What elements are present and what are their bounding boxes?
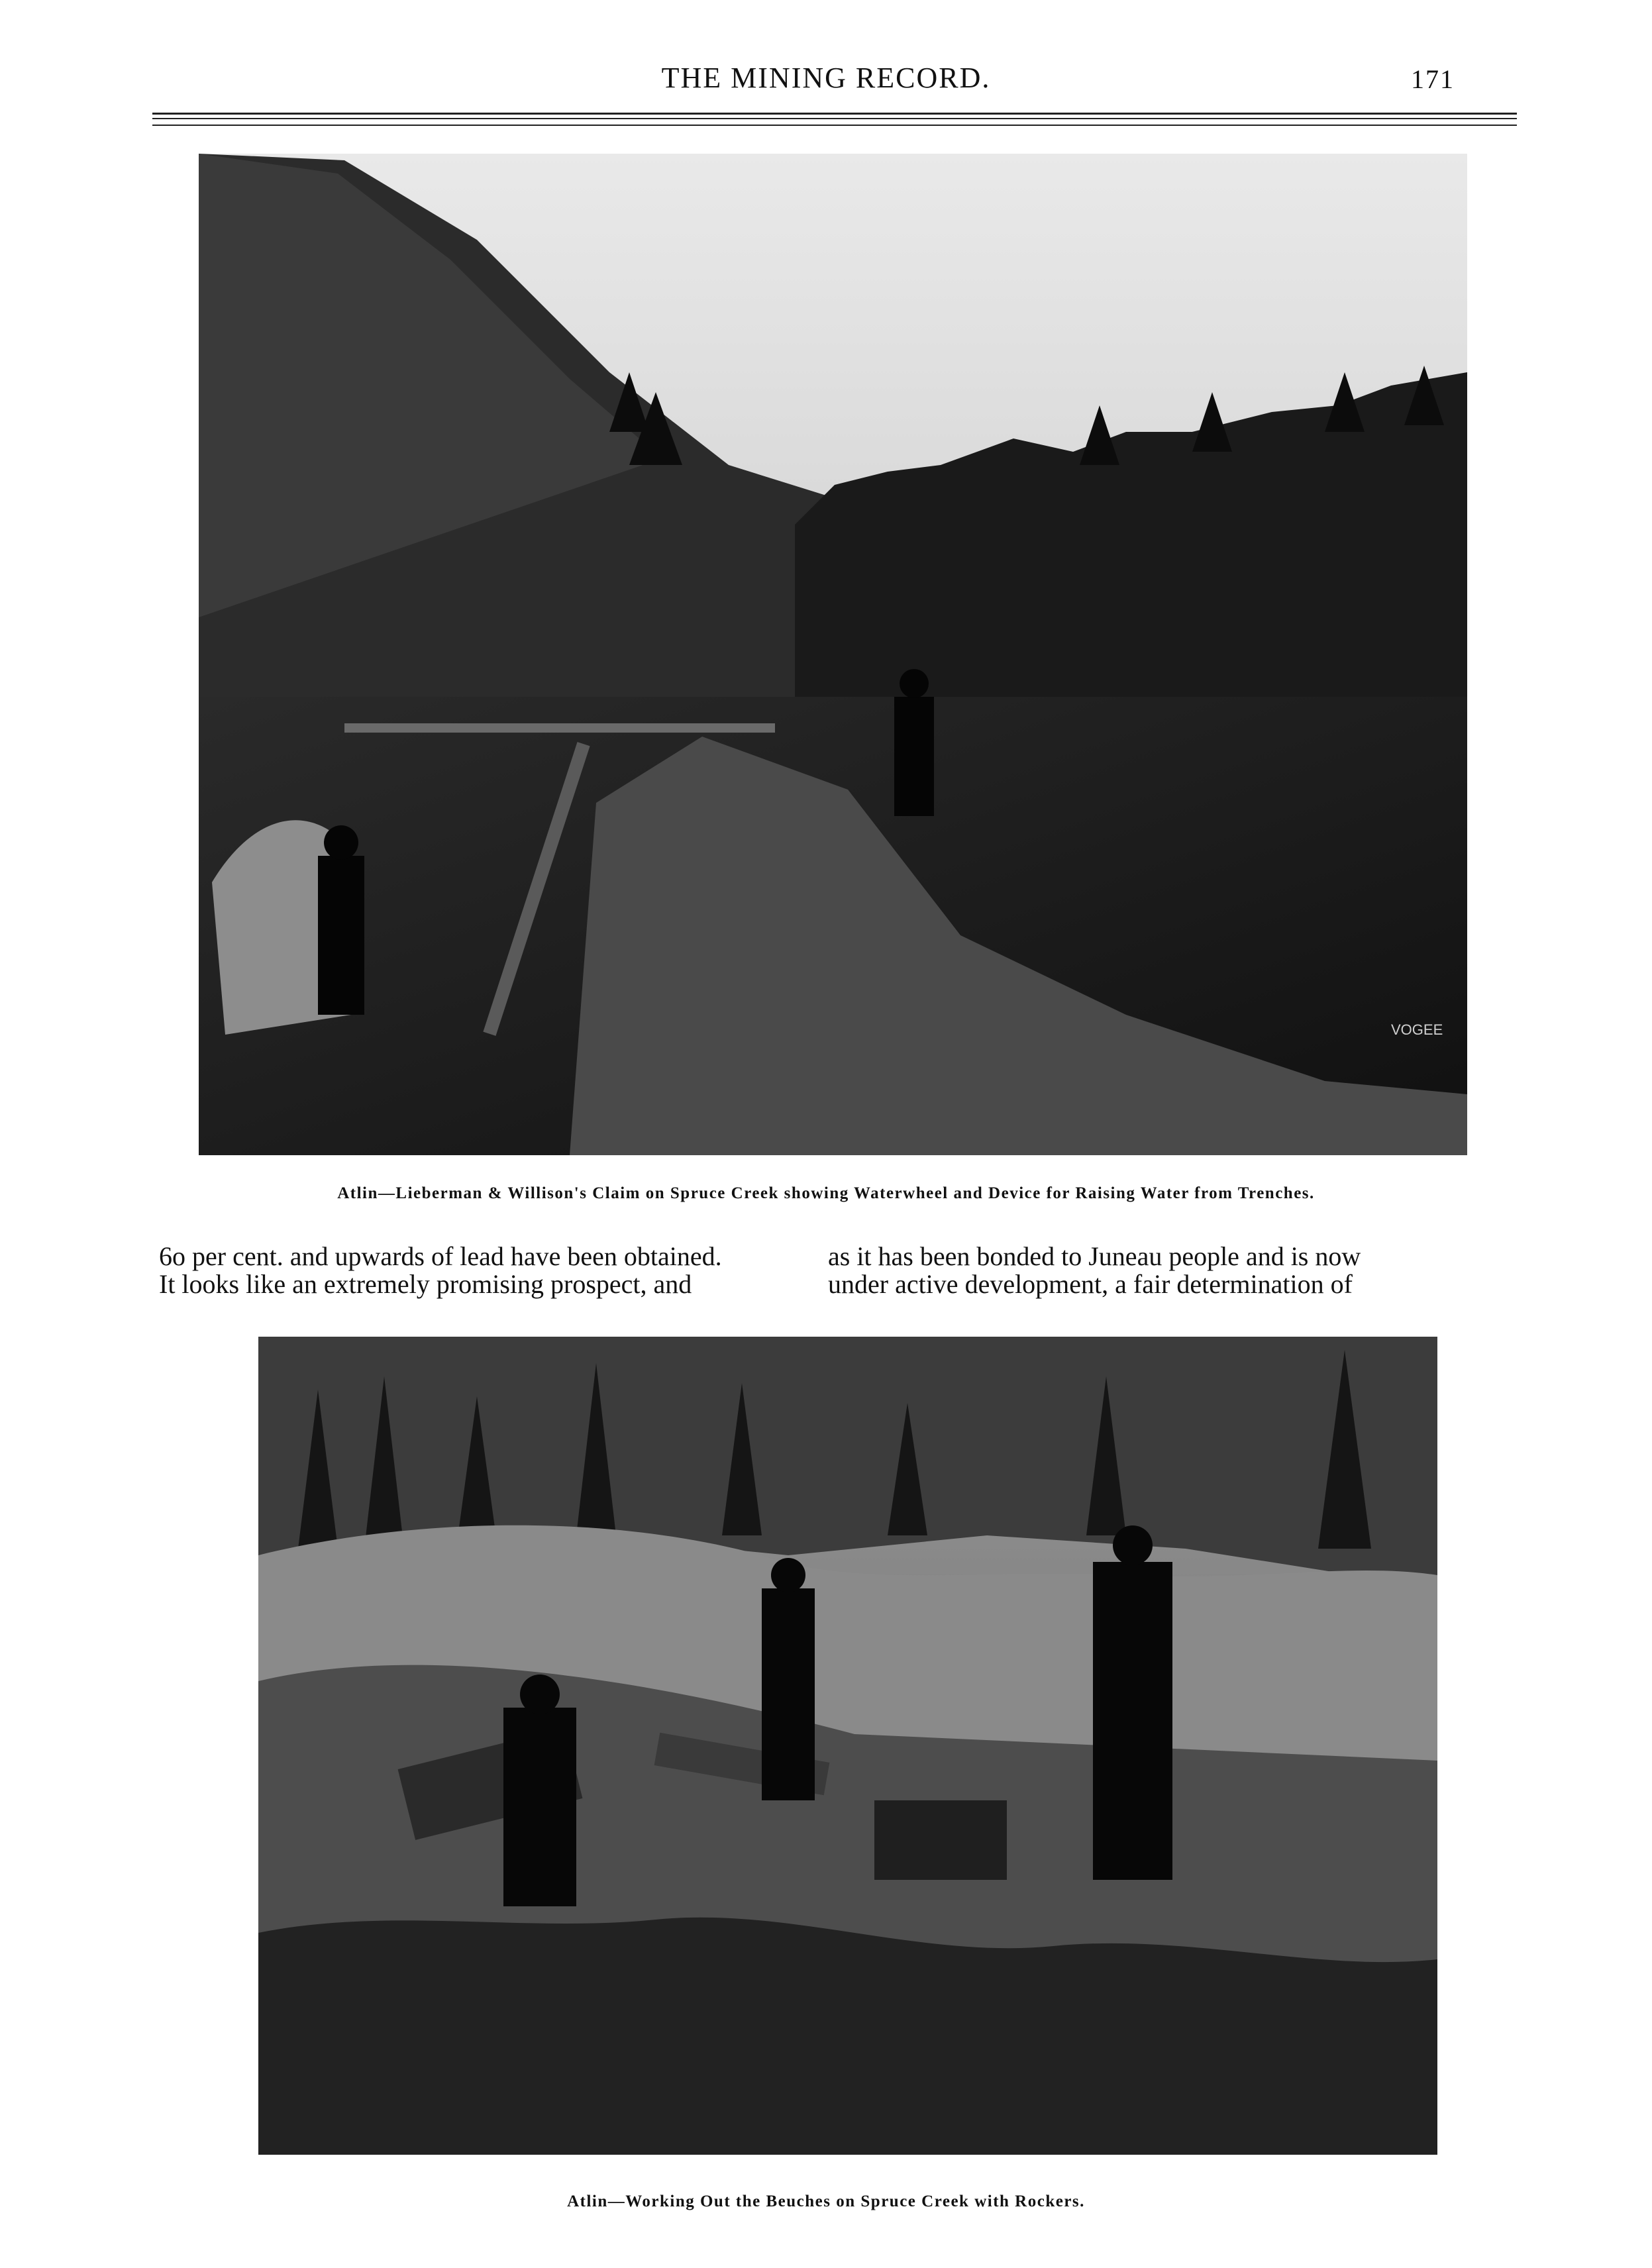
- body-text-line: under active development, a fair determination of: [828, 1269, 1353, 1299]
- figure-caption: Atlin—Lieberman & Willison's Claim on Spruce Creek showing Waterwheel and Device for Raising Water from Trenches.: [337, 1184, 1315, 1202]
- page-number: 171: [1411, 64, 1455, 94]
- body-text-line: It looks like an extremely promising prospect, and: [159, 1269, 692, 1299]
- body-text-line: as it has been bonded to Juneau people and is now: [828, 1241, 1361, 1271]
- header-rule-tertiary: [152, 125, 1517, 126]
- photograph-waterwheel-claim: [199, 154, 1467, 1155]
- page-title: THE MINING RECORD.: [661, 62, 991, 94]
- body-text-left-column: [159, 1243, 801, 1298]
- header-rule: [152, 113, 1517, 115]
- figure-caption: Atlin—Working Out the Beuches on Spruce Creek with Rockers.: [567, 2192, 1085, 2210]
- body-text-line: 6o per cent. and upwards of lead have been obtained.: [159, 1241, 722, 1271]
- svg-text:VOGEE: VOGEE: [1391, 1021, 1443, 1038]
- header-rule-secondary: [152, 118, 1517, 119]
- body-text-right-column: [828, 1243, 1471, 1298]
- photograph-rockers-benches: [258, 1337, 1437, 2155]
